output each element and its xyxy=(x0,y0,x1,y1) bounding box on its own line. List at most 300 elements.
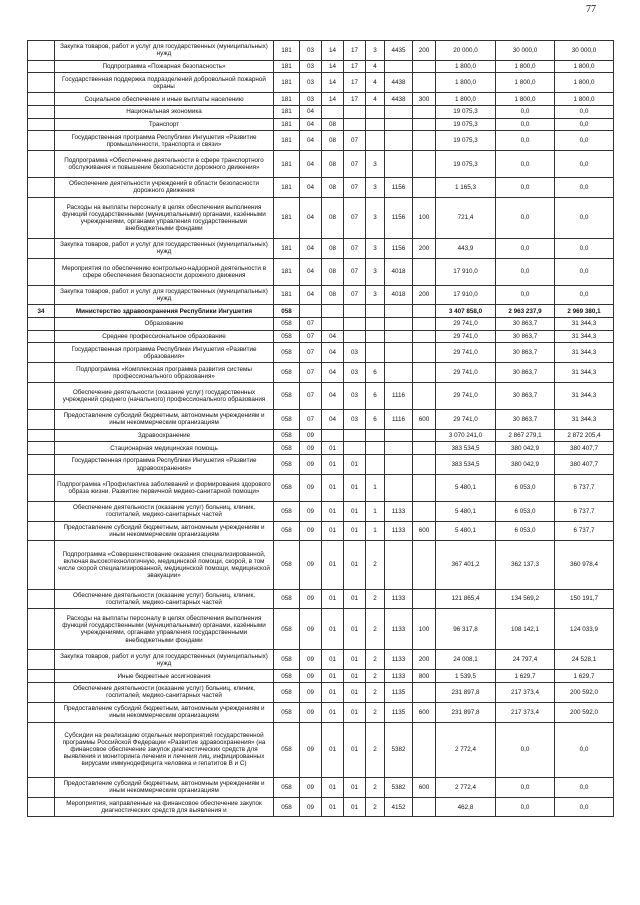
amount-year-2: 217 373,4 xyxy=(496,702,555,722)
table-row xyxy=(28,363,614,383)
table-row xyxy=(28,330,614,343)
target-item-code: 1133 xyxy=(385,670,413,683)
row-number xyxy=(28,442,55,455)
row-number xyxy=(28,474,55,501)
program-code: 17 xyxy=(344,93,366,106)
subsection-code xyxy=(322,305,344,318)
program-code xyxy=(344,429,366,442)
program-code: 01 xyxy=(344,682,366,702)
amount-year-1: 383 534,5 xyxy=(436,455,496,475)
target-item-code xyxy=(385,363,413,383)
row-name: Подпрограмма «Пожарная безопасность» xyxy=(55,60,274,73)
row-name: Обеспечение деятельности (оказание услуг) больниц, клиник, госпиталей, медико-санитарных частей xyxy=(55,501,274,521)
section-code xyxy=(300,305,322,318)
subprogram-code xyxy=(366,318,385,331)
amount-year-3: 200 592,0 xyxy=(555,682,614,702)
section-code: 09 xyxy=(300,702,322,722)
ministry-code: 181 xyxy=(274,197,300,238)
expense-type-code xyxy=(413,118,436,131)
amount-year-3: 0,0 xyxy=(555,238,614,258)
ministry-code: 181 xyxy=(274,131,300,151)
program-code: 01 xyxy=(344,722,366,777)
row-name: Подпрограмма «Профилактика заболеваний и формирования здорового образа жизни. Развитие первичной медико-санитарной помощи» xyxy=(55,474,274,501)
amount-year-2: 0,0 xyxy=(496,722,555,777)
target-item-code: 5382 xyxy=(385,777,413,797)
amount-year-1: 19 075,3 xyxy=(436,118,496,131)
program-code: 17 xyxy=(344,41,366,61)
subprogram-code xyxy=(366,305,385,318)
amount-year-1: 121 865,4 xyxy=(436,589,496,609)
subprogram-code: 2 xyxy=(366,682,385,702)
row-number xyxy=(28,521,55,541)
program-code: 07 xyxy=(344,131,366,151)
amount-year-1: 96 317,8 xyxy=(436,609,496,650)
program-code: 07 xyxy=(344,258,366,285)
table-row xyxy=(28,305,614,318)
ministry-code: 181 xyxy=(274,285,300,305)
subprogram-code: 4 xyxy=(366,60,385,73)
section-code: 09 xyxy=(300,455,322,475)
subsection-code: 14 xyxy=(322,73,344,93)
amount-year-2: 0,0 xyxy=(496,258,555,285)
target-item-code: 1156 xyxy=(385,178,413,198)
table-row xyxy=(28,589,614,609)
subprogram-code: 3 xyxy=(366,238,385,258)
subsection-code: 14 xyxy=(322,60,344,73)
ministry-code: 058 xyxy=(274,609,300,650)
amount-year-3: 200 592,0 xyxy=(555,702,614,722)
row-name: Обеспечение деятельности (оказание услуг) больниц, клиник, госпиталей, медико-санитарных частей xyxy=(55,682,274,702)
expense-type-code xyxy=(413,682,436,702)
amount-year-2: 6 053,0 xyxy=(496,521,555,541)
amount-year-1: 3 070 241,0 xyxy=(436,429,496,442)
program-code: 01 xyxy=(344,541,366,589)
amount-year-1: 2 772,4 xyxy=(436,777,496,797)
subsection-code: 14 xyxy=(322,93,344,106)
row-name: Подпрограмма «Совершенствование оказания специализированной, включая высокотехнологичную, медицинской помощи, скорой, в том числе скорой специализированной, медицинской помощи, медицинской эвакуации» xyxy=(55,541,274,589)
subprogram-code xyxy=(366,429,385,442)
amount-year-3: 0,0 xyxy=(555,151,614,178)
program-code: 01 xyxy=(344,777,366,797)
table-row xyxy=(28,682,614,702)
section-code: 09 xyxy=(300,682,322,702)
ministry-code: 058 xyxy=(274,650,300,670)
row-number xyxy=(28,238,55,258)
amount-year-3: 380 407,7 xyxy=(555,455,614,475)
target-item-code: 4152 xyxy=(385,797,413,817)
row-name: Обеспечение деятельности (оказание услуг) больниц, клиник, госпиталей, медико-санитарных частей xyxy=(55,589,274,609)
amount-year-1: 29 741,0 xyxy=(436,363,496,383)
row-name: Среднее профессиональное образование xyxy=(55,330,274,343)
row-name: Расходы на выплаты персоналу в целях обеспечения выполнения функций государственными (муниципальными) органами, казёнными учреждениями, органами управления государственными внебюджетными фондами xyxy=(55,609,274,650)
program-code xyxy=(344,105,366,118)
program-code: 07 xyxy=(344,151,366,178)
subprogram-code xyxy=(366,105,385,118)
subprogram-code: 1 xyxy=(366,501,385,521)
ministry-code: 058 xyxy=(274,409,300,429)
section-code: 09 xyxy=(300,429,322,442)
expense-type-code: 200 xyxy=(413,238,436,258)
target-item-code xyxy=(385,541,413,589)
program-code: 07 xyxy=(344,197,366,238)
target-item-code xyxy=(385,318,413,331)
table-row xyxy=(28,318,614,331)
program-code: 01 xyxy=(344,501,366,521)
row-name: Закупка товаров, работ и услуг для государственных (муниципальных) нужд xyxy=(55,285,274,305)
table-row xyxy=(28,343,614,363)
target-item-code: 1116 xyxy=(385,409,413,429)
amount-year-3: 31 344,3 xyxy=(555,318,614,331)
amount-year-1: 5 480,1 xyxy=(436,501,496,521)
section-code: 09 xyxy=(300,777,322,797)
row-number xyxy=(28,409,55,429)
expense-type-code: 600 xyxy=(413,521,436,541)
subprogram-code xyxy=(366,118,385,131)
row-name: Обеспечение деятельности (оказание услуг) государственных учреждений среднего (начального) профессионального образования xyxy=(55,383,274,410)
row-name: Подпрограмма «Комплексная программа развития системы профессионального образования» xyxy=(55,363,274,383)
amount-year-2: 30 000,0 xyxy=(496,41,555,61)
amount-year-2: 1 629,7 xyxy=(496,670,555,683)
amount-year-2: 0,0 xyxy=(496,777,555,797)
program-code: 01 xyxy=(344,455,366,475)
subprogram-code: 2 xyxy=(366,702,385,722)
program-code: 03 xyxy=(344,383,366,410)
amount-year-2: 30 863,7 xyxy=(496,330,555,343)
amount-year-1: 1 800,0 xyxy=(436,73,496,93)
subsection-code: 08 xyxy=(322,285,344,305)
ministry-code: 058 xyxy=(274,722,300,777)
amount-year-3: 0,0 xyxy=(555,797,614,817)
target-item-code xyxy=(385,429,413,442)
row-number xyxy=(28,455,55,475)
subsection-code: 01 xyxy=(322,521,344,541)
expense-type-code xyxy=(413,60,436,73)
amount-year-1: 1 800,0 xyxy=(436,93,496,106)
amount-year-3: 1 800,0 xyxy=(555,73,614,93)
program-code: 01 xyxy=(344,670,366,683)
table-row xyxy=(28,409,614,429)
amount-year-2: 0,0 xyxy=(496,797,555,817)
row-name: Образование xyxy=(55,318,274,331)
program-code: 01 xyxy=(344,702,366,722)
amount-year-2: 0,0 xyxy=(496,151,555,178)
amount-year-2: 30 863,7 xyxy=(496,343,555,363)
ministry-code: 058 xyxy=(274,330,300,343)
amount-year-3: 0,0 xyxy=(555,777,614,797)
amount-year-1: 24 008,1 xyxy=(436,650,496,670)
amount-year-1: 3 407 858,0 xyxy=(436,305,496,318)
amount-year-3: 360 978,4 xyxy=(555,541,614,589)
subprogram-code: 4 xyxy=(366,73,385,93)
target-item-code: 4438 xyxy=(385,73,413,93)
section-code: 07 xyxy=(300,330,322,343)
expense-type-code xyxy=(413,442,436,455)
subsection-code: 01 xyxy=(322,670,344,683)
target-item-code: 1133 xyxy=(385,650,413,670)
amount-year-3: 124 033,9 xyxy=(555,609,614,650)
table-row xyxy=(28,238,614,258)
table-row xyxy=(28,93,614,106)
subsection-code: 01 xyxy=(322,609,344,650)
section-code: 09 xyxy=(300,541,322,589)
row-name: Закупка товаров, работ и услуг для государственных (муниципальных) нужд xyxy=(55,650,274,670)
row-number xyxy=(28,501,55,521)
expense-type-code: 600 xyxy=(413,777,436,797)
amount-year-2: 0,0 xyxy=(496,197,555,238)
table-row xyxy=(28,670,614,683)
amount-year-2: 24 797,4 xyxy=(496,650,555,670)
subprogram-code xyxy=(366,442,385,455)
row-number xyxy=(28,285,55,305)
ministry-code: 058 xyxy=(274,305,300,318)
table-row xyxy=(28,501,614,521)
subprogram-code: 2 xyxy=(366,589,385,609)
amount-year-3: 31 344,3 xyxy=(555,330,614,343)
row-number xyxy=(28,105,55,118)
subsection-code: 01 xyxy=(322,442,344,455)
amount-year-3: 6 737,7 xyxy=(555,521,614,541)
table-row xyxy=(28,442,614,455)
subprogram-code: 2 xyxy=(366,777,385,797)
expense-type-code xyxy=(413,305,436,318)
amount-year-3: 0,0 xyxy=(555,258,614,285)
subsection-code: 04 xyxy=(322,330,344,343)
subprogram-code: 2 xyxy=(366,609,385,650)
row-number xyxy=(28,131,55,151)
row-number xyxy=(28,429,55,442)
ministry-code: 058 xyxy=(274,343,300,363)
ministry-code: 058 xyxy=(274,363,300,383)
amount-year-3: 31 344,3 xyxy=(555,343,614,363)
expense-type-code xyxy=(413,178,436,198)
ministry-code: 181 xyxy=(274,73,300,93)
table-row xyxy=(28,429,614,442)
subsection-code: 04 xyxy=(322,343,344,363)
amount-year-1: 29 741,0 xyxy=(436,318,496,331)
table-row xyxy=(28,609,614,650)
target-item-code: 1156 xyxy=(385,238,413,258)
amount-year-2: 217 373,4 xyxy=(496,682,555,702)
program-code xyxy=(344,442,366,455)
amount-year-2: 108 142,1 xyxy=(496,609,555,650)
table-row xyxy=(28,474,614,501)
subsection-code: 04 xyxy=(322,383,344,410)
expense-type-code xyxy=(413,541,436,589)
row-number xyxy=(28,318,55,331)
row-name: Государственная программа Республики Ингушетия «Развитие промышленности, транспорта и связи» xyxy=(55,131,274,151)
row-number xyxy=(28,73,55,93)
program-code xyxy=(344,318,366,331)
row-name: Расходы на выплаты персоналу в целях обеспечения выполнения функций государственными (муниципальными) органами, казёнными учреждениями, органами управления государственными внебюджетными фондами xyxy=(55,197,274,238)
target-item-code: 1116 xyxy=(385,383,413,410)
ministry-code: 058 xyxy=(274,383,300,410)
amount-year-1: 5 480,1 xyxy=(436,474,496,501)
target-item-code: 1133 xyxy=(385,589,413,609)
program-code xyxy=(344,118,366,131)
row-name: Здравоохранение xyxy=(55,429,274,442)
row-number xyxy=(28,383,55,410)
subprogram-code: 6 xyxy=(366,363,385,383)
row-number xyxy=(28,41,55,61)
expense-type-code xyxy=(413,131,436,151)
target-item-code xyxy=(385,118,413,131)
row-number xyxy=(28,722,55,777)
row-number xyxy=(28,258,55,285)
amount-year-3: 6 737,7 xyxy=(555,474,614,501)
subsection-code: 08 xyxy=(322,131,344,151)
expense-type-code: 200 xyxy=(413,41,436,61)
row-number xyxy=(28,682,55,702)
section-code: 09 xyxy=(300,609,322,650)
row-number xyxy=(28,702,55,722)
amount-year-1: 19 075,3 xyxy=(436,105,496,118)
subsection-code: 08 xyxy=(322,178,344,198)
table-row xyxy=(28,41,614,61)
row-number xyxy=(28,650,55,670)
amount-year-2: 6 053,0 xyxy=(496,474,555,501)
amount-year-3: 24 528,1 xyxy=(555,650,614,670)
row-name: Национальная экономика xyxy=(55,105,274,118)
section-code: 03 xyxy=(300,41,322,61)
subsection-code: 01 xyxy=(322,501,344,521)
section-code: 04 xyxy=(300,151,322,178)
expense-type-code xyxy=(413,73,436,93)
expense-type-code xyxy=(413,258,436,285)
row-number xyxy=(28,178,55,198)
table-row xyxy=(28,178,614,198)
amount-year-3: 0,0 xyxy=(555,131,614,151)
subsection-code xyxy=(322,429,344,442)
section-code: 07 xyxy=(300,383,322,410)
amount-year-3: 30 000,0 xyxy=(555,41,614,61)
expense-type-code: 600 xyxy=(413,702,436,722)
amount-year-1: 5 480,1 xyxy=(436,521,496,541)
expense-type-code xyxy=(413,363,436,383)
section-code: 04 xyxy=(300,238,322,258)
row-name: Мероприятия по обеспечению контрольно-надзорной деятельности в сфере обеспечения безопасности дорожного движения xyxy=(55,258,274,285)
expense-type-code: 200 xyxy=(413,285,436,305)
row-number xyxy=(28,343,55,363)
program-code: 03 xyxy=(344,409,366,429)
table-row xyxy=(28,118,614,131)
subsection-code: 01 xyxy=(322,541,344,589)
table-row xyxy=(28,131,614,151)
subsection-code: 01 xyxy=(322,474,344,501)
row-name: Предоставление субсидий бюджетным, автономным учреждениям и иным некоммерческим организациям xyxy=(55,702,274,722)
subsection-code: 14 xyxy=(322,41,344,61)
row-name: Стационарная медицинская помощь xyxy=(55,442,274,455)
subprogram-code: 2 xyxy=(366,670,385,683)
ministry-code: 058 xyxy=(274,682,300,702)
ministry-code: 058 xyxy=(274,702,300,722)
section-code: 09 xyxy=(300,722,322,777)
row-name: Закупка товаров, работ и услуг для государственных (муниципальных) нужд xyxy=(55,238,274,258)
program-code: 17 xyxy=(344,60,366,73)
target-item-code: 4435 xyxy=(385,41,413,61)
row-number: 34 xyxy=(28,305,55,318)
ministry-code: 058 xyxy=(274,777,300,797)
subsection-code: 01 xyxy=(322,455,344,475)
amount-year-1: 1 800,0 xyxy=(436,60,496,73)
amount-year-1: 17 910,0 xyxy=(436,258,496,285)
row-name: Социальное обеспечение и иные выплаты населению xyxy=(55,93,274,106)
page-number: 77 xyxy=(586,4,596,15)
amount-year-1: 721,4 xyxy=(436,197,496,238)
program-code: 07 xyxy=(344,238,366,258)
subprogram-code: 6 xyxy=(366,383,385,410)
expense-type-code: 800 xyxy=(413,670,436,683)
program-code: 01 xyxy=(344,650,366,670)
expense-type-code: 300 xyxy=(413,93,436,106)
amount-year-1: 231 897,8 xyxy=(436,702,496,722)
subprogram-code: 3 xyxy=(366,258,385,285)
expense-type-code xyxy=(413,722,436,777)
table-row xyxy=(28,541,614,589)
ministry-code: 181 xyxy=(274,178,300,198)
amount-year-1: 443,9 xyxy=(436,238,496,258)
section-code: 09 xyxy=(300,501,322,521)
section-code: 03 xyxy=(300,73,322,93)
amount-year-1: 29 741,0 xyxy=(436,343,496,363)
section-code: 09 xyxy=(300,589,322,609)
subsection-code: 04 xyxy=(322,409,344,429)
target-item-code xyxy=(385,474,413,501)
table-row xyxy=(28,151,614,178)
ministry-code: 058 xyxy=(274,318,300,331)
amount-year-3: 1 629,7 xyxy=(555,670,614,683)
target-item-code xyxy=(385,60,413,73)
ministry-code: 058 xyxy=(274,455,300,475)
ministry-code: 181 xyxy=(274,258,300,285)
program-code: 01 xyxy=(344,589,366,609)
amount-year-1: 19 075,3 xyxy=(436,151,496,178)
amount-year-2: 380 042,9 xyxy=(496,442,555,455)
ministry-code: 058 xyxy=(274,474,300,501)
row-name: Мероприятия, направленные на финансовое обеспечение закупок диагностических средств для выявления и xyxy=(55,797,274,817)
target-item-code: 1133 xyxy=(385,501,413,521)
subsection-code: 08 xyxy=(322,238,344,258)
ministry-code: 058 xyxy=(274,541,300,589)
subprogram-code: 3 xyxy=(366,285,385,305)
amount-year-2: 2 867 279,1 xyxy=(496,429,555,442)
target-item-code xyxy=(385,131,413,151)
program-code: 07 xyxy=(344,285,366,305)
table-row xyxy=(28,777,614,797)
subsection-code: 08 xyxy=(322,151,344,178)
subsection-code: 01 xyxy=(322,777,344,797)
amount-year-3: 2 969 380,1 xyxy=(555,305,614,318)
amount-year-1: 29 741,0 xyxy=(436,383,496,410)
row-number xyxy=(28,609,55,650)
subsection-code xyxy=(322,105,344,118)
target-item-code: 4018 xyxy=(385,285,413,305)
amount-year-2: 0,0 xyxy=(496,131,555,151)
subprogram-code: 4 xyxy=(366,93,385,106)
section-code: 07 xyxy=(300,409,322,429)
amount-year-3: 31 344,3 xyxy=(555,383,614,410)
amount-year-2: 30 863,7 xyxy=(496,363,555,383)
row-name: Предоставление субсидий бюджетным, автономным учреждениям и иным некоммерческим организациям xyxy=(55,521,274,541)
amount-year-2: 134 569,2 xyxy=(496,589,555,609)
section-code: 09 xyxy=(300,650,322,670)
ministry-code: 058 xyxy=(274,442,300,455)
table-row xyxy=(28,722,614,777)
target-item-code xyxy=(385,305,413,318)
expense-type-code: 100 xyxy=(413,197,436,238)
subprogram-code: 3 xyxy=(366,151,385,178)
table-row xyxy=(28,797,614,817)
amount-year-2: 2 963 237,9 xyxy=(496,305,555,318)
